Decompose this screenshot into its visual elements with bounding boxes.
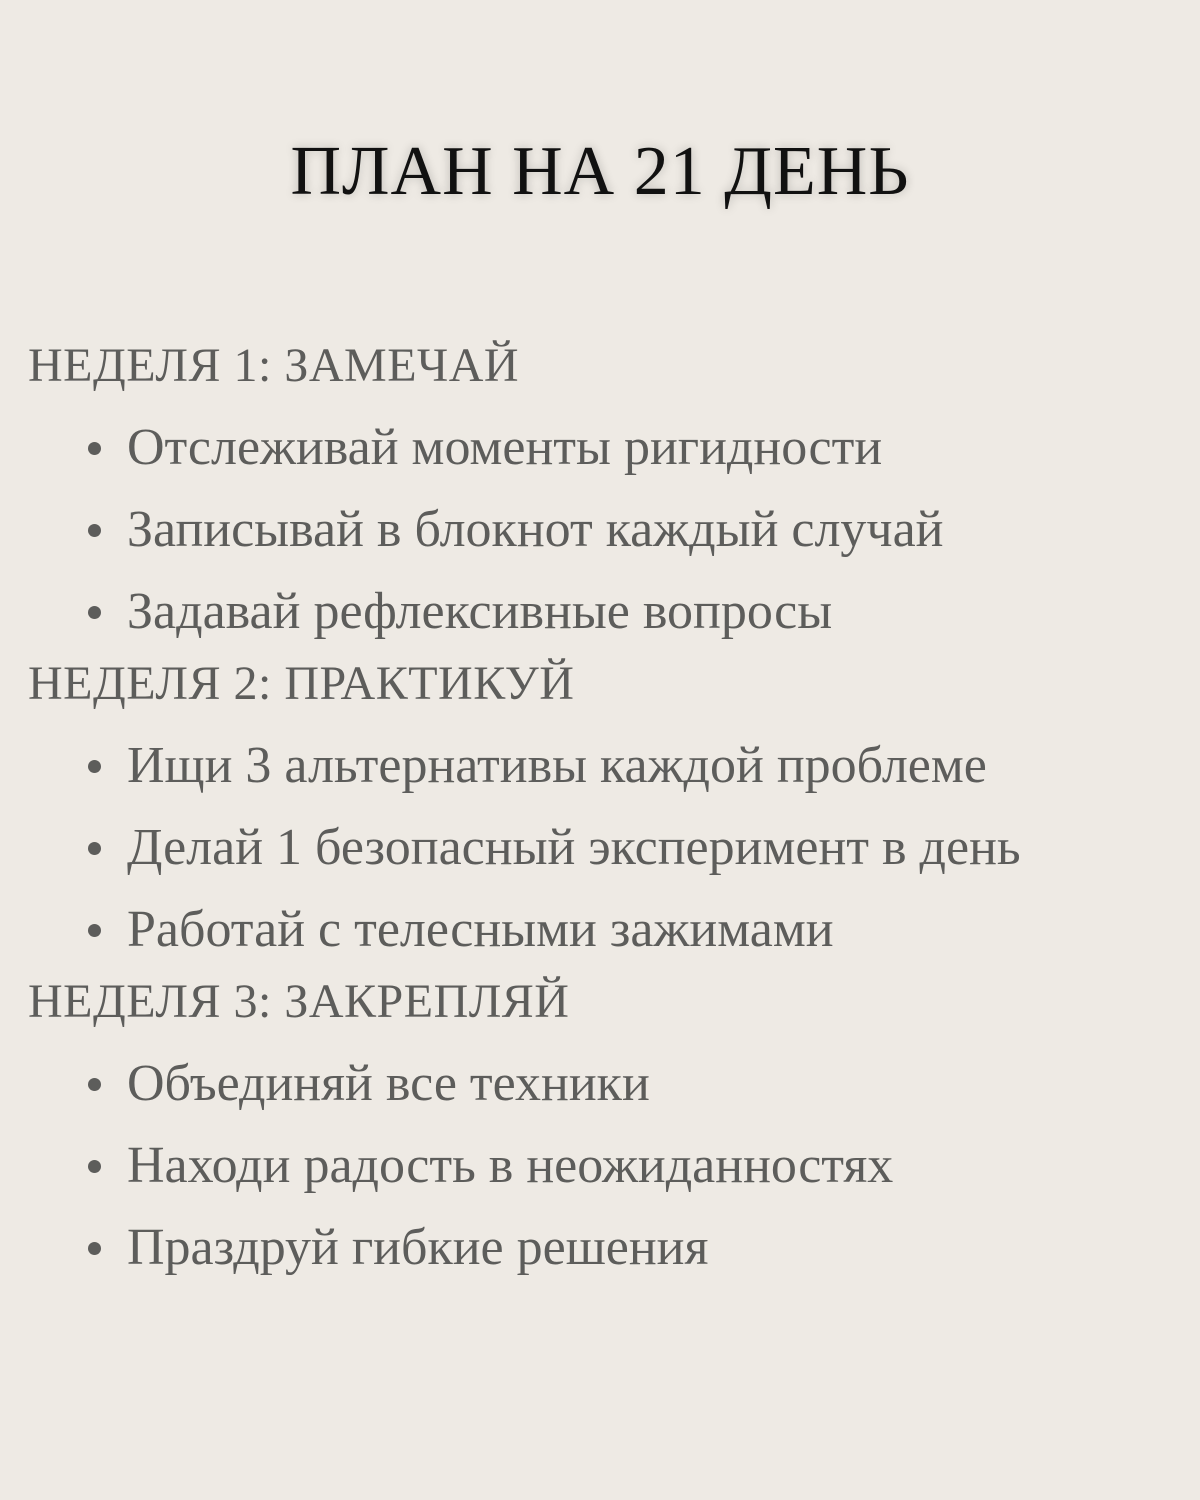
week-1-section xyxy=(28,335,1178,653)
list-item xyxy=(28,407,1178,489)
bullet-icon xyxy=(88,760,101,773)
bullet-icon xyxy=(88,842,101,855)
week-2-section xyxy=(28,653,1178,971)
list-item xyxy=(28,489,1178,571)
bullet-icon xyxy=(88,1242,101,1255)
week-3-section xyxy=(28,971,1178,1289)
week-3-heading: НЕДЕЛЯ 3: ЗАКРЕПЛЯЙ xyxy=(28,975,570,1028)
list-item xyxy=(28,1125,1178,1207)
page-title: ПЛАН НА 21 ДЕНЬ xyxy=(290,133,910,210)
list-item-text: Ищи 3 альтернативы каждой проблеме xyxy=(127,737,987,794)
bullet-icon xyxy=(88,924,101,937)
list-item xyxy=(28,571,1178,653)
week-3-items xyxy=(28,1043,1178,1289)
list-item xyxy=(28,725,1178,807)
list-item-text: Отслеживай моменты ригидности xyxy=(127,419,883,476)
bullet-icon xyxy=(88,442,101,455)
bullet-icon xyxy=(88,1160,101,1173)
bullet-icon xyxy=(88,524,101,537)
week-1-heading: НЕДЕЛЯ 1: ЗАМЕЧАЙ xyxy=(28,339,520,392)
list-item-text: Делай 1 безопасный эксперимент в день xyxy=(127,819,1021,876)
list-item-text: Находи радость в неожиданностях xyxy=(127,1137,894,1194)
bullet-icon xyxy=(88,606,101,619)
week-2-items xyxy=(28,725,1178,971)
week-2-heading: НЕДЕЛЯ 2: ПРАКТИКУЙ xyxy=(28,657,575,710)
list-item xyxy=(28,889,1178,971)
list-item-text: Работай с телесными зажимами xyxy=(127,901,834,958)
list-item-text: Записывай в блокнот каждый случай xyxy=(127,501,944,558)
list-item xyxy=(28,807,1178,889)
list-item xyxy=(28,1043,1178,1125)
week-1-items xyxy=(28,407,1178,653)
plan-list xyxy=(28,335,1178,1289)
bullet-icon xyxy=(88,1078,101,1091)
list-item-text: Праздруй гибкие решения xyxy=(127,1219,709,1276)
list-item-text: Задавай рефлексивные вопросы xyxy=(127,583,833,640)
list-item xyxy=(28,1207,1178,1289)
list-item-text: Объединяй все техники xyxy=(127,1055,650,1112)
